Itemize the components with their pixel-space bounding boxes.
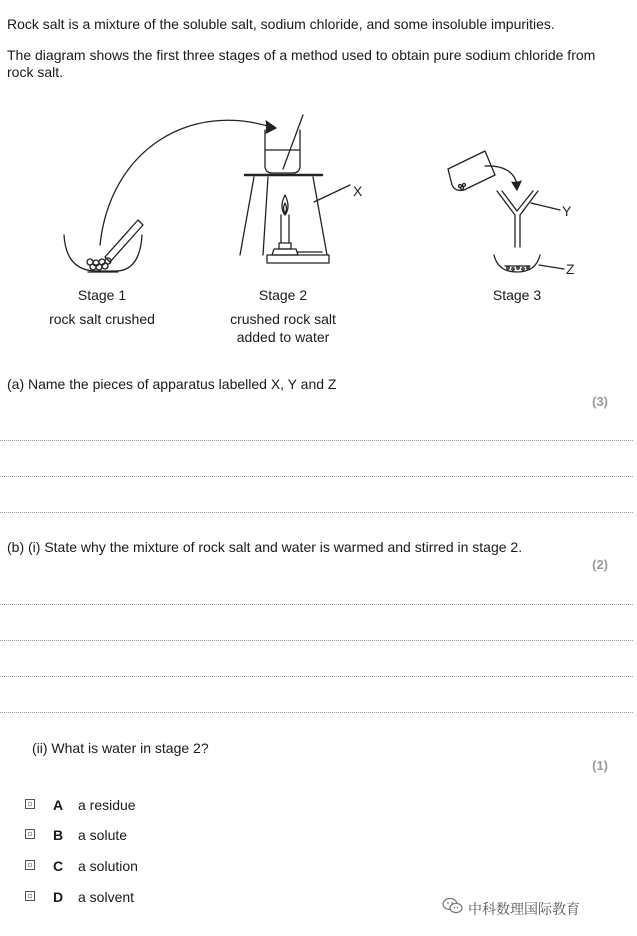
option-b-text: a solute <box>78 827 128 843</box>
answer-line-b-2[interactable] <box>0 640 633 641</box>
intro-line-1: Rock salt is a mixture of the soluble salt, sodium chloride, and some insoluble impurities. <box>7 16 555 32</box>
watermark-text: 中科数理国际教育 <box>468 901 580 917</box>
question-b-i-marks: (2) <box>592 557 608 572</box>
option-d-text: a solvent <box>78 889 135 905</box>
watermark <box>468 899 580 919</box>
stage-3-title: Stage 3 <box>492 287 542 303</box>
stage-2-caption-2: added to water <box>236 329 330 345</box>
answer-line-b-4[interactable] <box>0 712 633 713</box>
option-b-letter: B <box>53 827 64 843</box>
filtration-icon <box>448 151 564 272</box>
option-d-checkbox[interactable] <box>25 891 35 901</box>
option-c-text: a solution <box>78 858 138 874</box>
answer-line-a-1[interactable] <box>0 440 633 441</box>
transfer-arrow <box>100 120 274 245</box>
label-y: Y <box>562 203 572 219</box>
stage-1-title: Stage 1 <box>77 287 127 303</box>
option-a-checkbox[interactable] <box>25 799 35 809</box>
label-z: Z <box>566 261 575 277</box>
stage-2-title: Stage 2 <box>258 287 308 303</box>
intro-line-2: The diagram shows the first three stages of a method used to obtain pure sodium chloride from rock salt. <box>7 47 596 80</box>
question-b-ii-marks: (1) <box>592 758 608 773</box>
answer-line-a-2[interactable] <box>0 476 633 477</box>
wechat-icon <box>442 897 464 915</box>
question-b-ii-text: (ii) What is water in stage 2? <box>32 740 209 756</box>
label-x: X <box>353 183 363 199</box>
option-a-text: a residue <box>78 797 136 813</box>
question-a-marks: (3) <box>592 394 608 409</box>
option-d-letter: D <box>53 889 64 905</box>
question-a-text: (a) Name the pieces of apparatus labelled X, Y and Z <box>7 376 337 392</box>
answer-line-a-3[interactable] <box>0 512 633 513</box>
stage-1-caption: rock salt crushed <box>49 311 155 327</box>
question-b-i-text: (b) (i) State why the mixture of rock salt and water is warmed and stirred in stage 2. <box>7 539 523 555</box>
answer-line-b-1[interactable] <box>0 604 633 605</box>
option-a-letter: A <box>53 797 64 813</box>
answer-line-b-3[interactable] <box>0 676 633 677</box>
option-c-letter: C <box>53 858 64 874</box>
option-b-checkbox[interactable] <box>25 829 35 839</box>
option-c-checkbox[interactable] <box>25 860 35 870</box>
beaker-tripod-burner-icon <box>240 115 350 263</box>
mortar-and-pestle-icon <box>64 220 143 272</box>
stage-2-caption-1: crushed rock salt <box>230 311 336 327</box>
